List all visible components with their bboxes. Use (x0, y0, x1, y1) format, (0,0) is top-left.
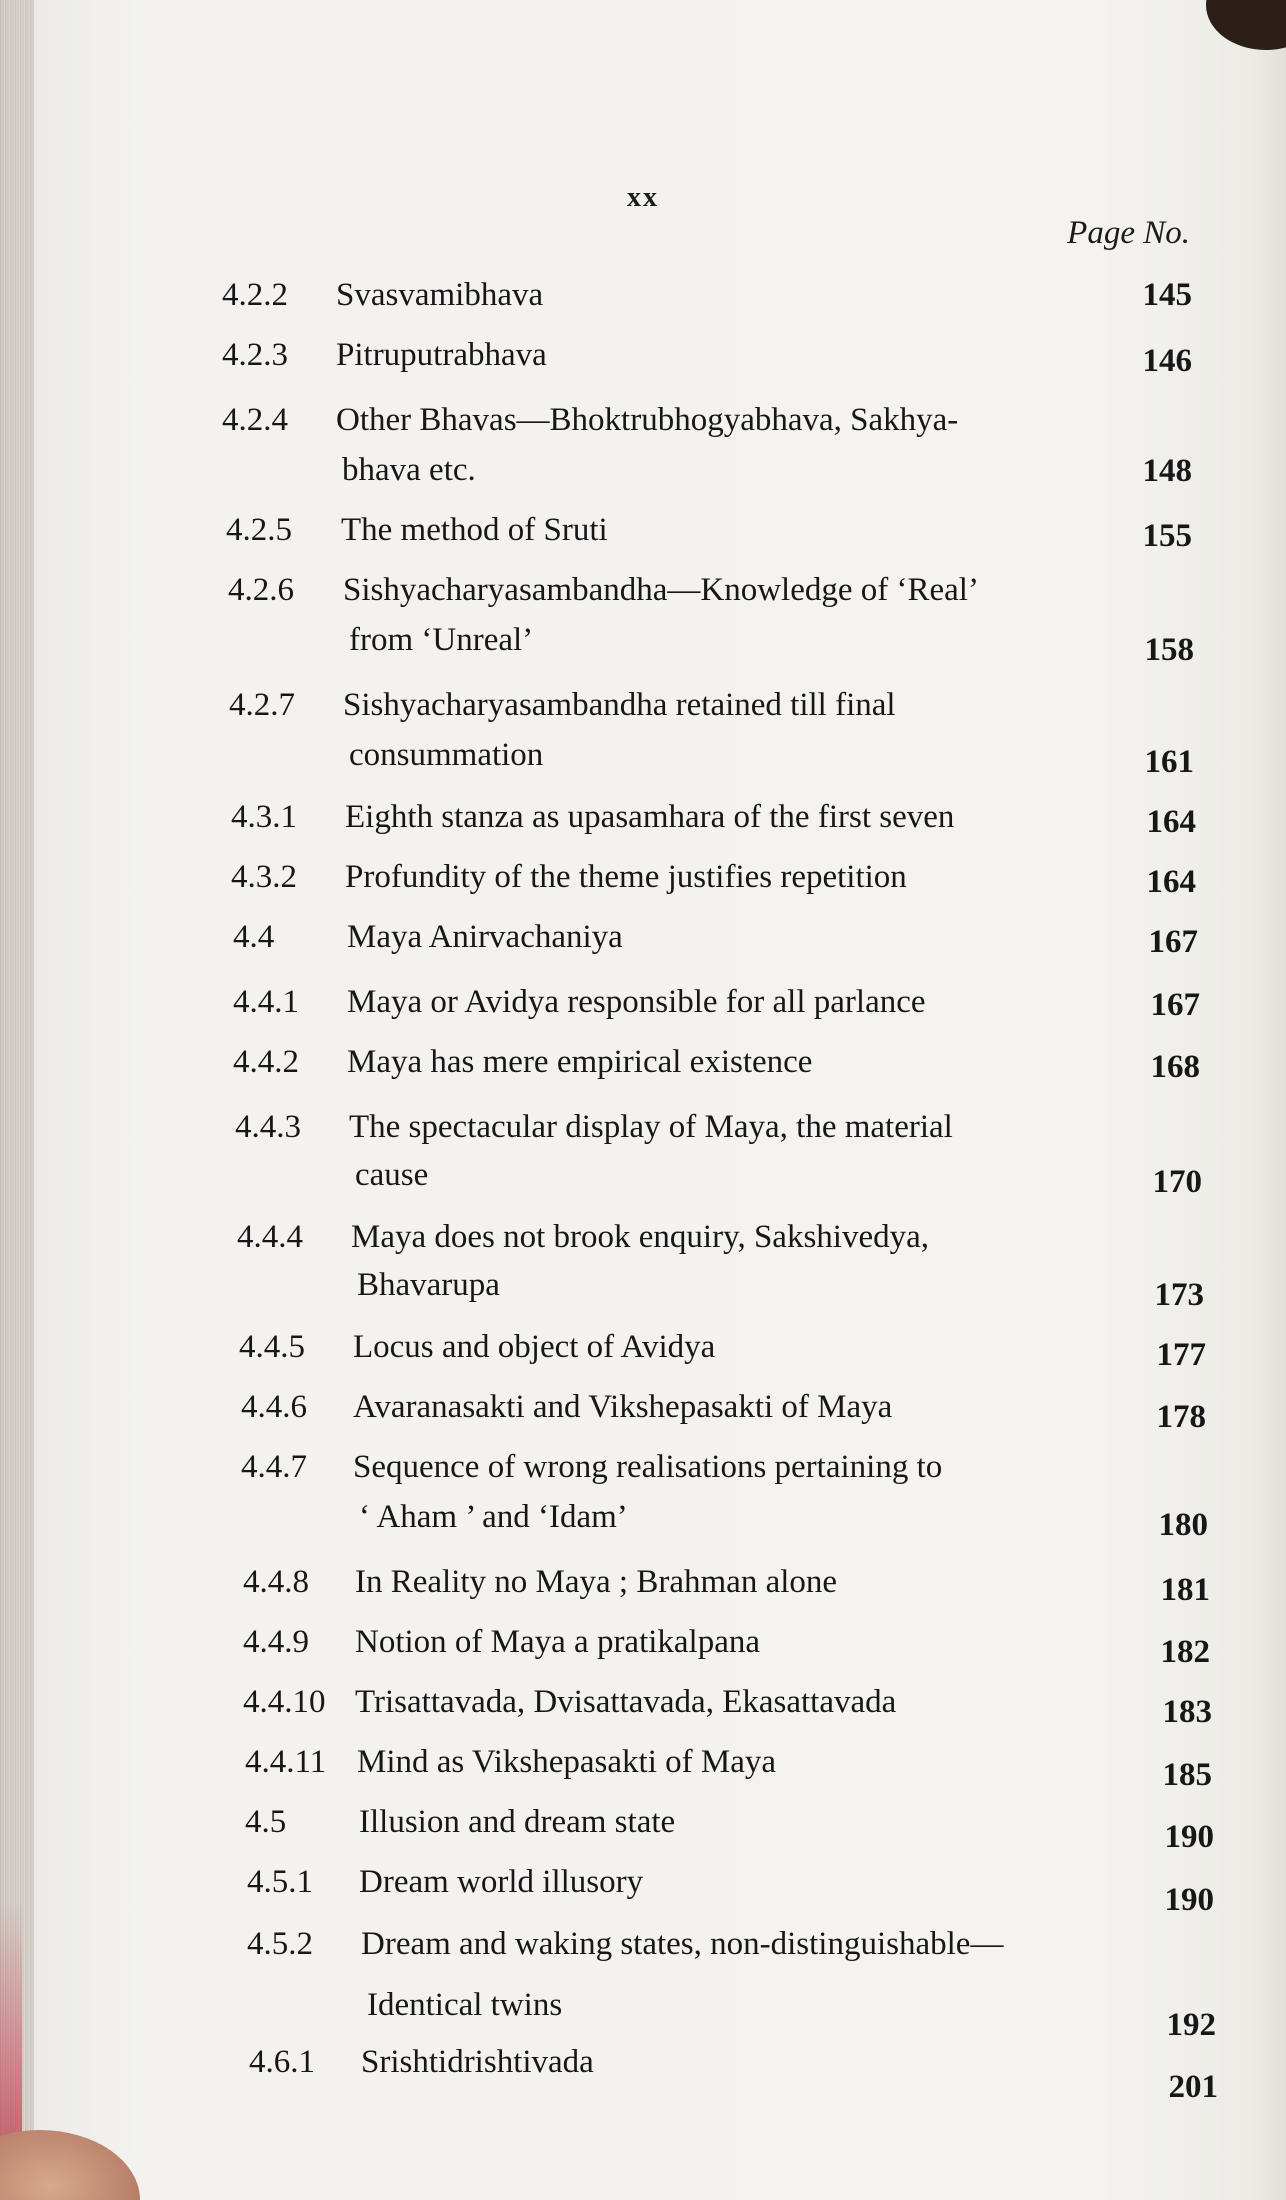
toc-entry-title: Dream and waking states, non-distinguishable— (361, 1926, 1004, 1962)
toc-entry-title: Profundity of the theme justifies repetition (345, 859, 907, 895)
toc-entry-title: Sequence of wrong realisations pertaining to (353, 1449, 943, 1485)
toc-entry-page: 146 (1142, 343, 1192, 379)
toc-entry-title: Sishyacharyasambandha—Knowledge of ‘Real’ (343, 572, 979, 608)
toc-entry-number: 4.2.3 (222, 337, 288, 373)
toc-entry-number: 4.4.5 (239, 1329, 305, 1365)
toc-entry-page: 180 (1158, 1507, 1208, 1543)
toc-entry-page: 168 (1150, 1049, 1200, 1085)
toc-entry-number: 4.5.1 (247, 1864, 313, 1900)
toc-entry-number: 4.2.7 (229, 687, 295, 723)
toc-entry-number: 4.2.2 (222, 277, 288, 313)
toc-entry-title: Maya Anirvachaniya (347, 919, 623, 955)
toc-entry-number: 4.3.2 (231, 859, 297, 895)
toc-entry-number: 4.3.1 (231, 799, 297, 835)
toc-entry-number: 4.5.2 (247, 1926, 313, 1962)
toc-entry-page: 190 (1164, 1882, 1214, 1918)
toc-entry-number: 4.4.1 (233, 984, 299, 1020)
toc-entry-page: 177 (1156, 1337, 1206, 1373)
toc-entry-page: 181 (1160, 1572, 1210, 1608)
toc-entry-title: Trisattavada, Dvisattavada, Ekasattavada (355, 1684, 897, 1720)
toc-entry-page: 182 (1160, 1634, 1210, 1670)
toc-entry-title: Dream world illusory (359, 1864, 644, 1900)
page-no-column-label: Page No. (1067, 215, 1190, 251)
toc-entry-title-continued: Identical twins (367, 1987, 563, 2023)
toc-entry-number: 4.6.1 (249, 2044, 315, 2080)
toc-entry-number: 4.5 (245, 1804, 287, 1840)
toc-entry-page: 164 (1146, 804, 1196, 840)
toc-entry-page: 173 (1154, 1277, 1204, 1313)
toc-entry-title: Maya has mere empirical existence (347, 1044, 813, 1080)
toc-entry-number: 4.4.6 (241, 1389, 307, 1425)
toc-entry-page: 167 (1150, 987, 1200, 1023)
toc-entry-title: Illusion and dream state (359, 1804, 676, 1840)
toc-entry-number: 4.4.10 (243, 1684, 326, 1720)
toc-entry-title: Notion of Maya a pratikalpana (355, 1624, 761, 1660)
toc-entry-page: 170 (1152, 1164, 1202, 1200)
toc-entry-number: 4.4.2 (233, 1044, 299, 1080)
toc-entry-title: The spectacular display of Maya, the material (349, 1109, 953, 1145)
toc-entry-page: 167 (1148, 924, 1198, 960)
toc-entry-title: The method of Sruti (341, 512, 608, 548)
toc-entry-title: In Reality no Maya ; Brahman alone (355, 1564, 838, 1600)
toc-entry-number: 4.4.11 (245, 1744, 327, 1780)
toc-entry-number: 4.4.7 (241, 1449, 307, 1485)
toc-entry-title: Sishyacharyasambandha retained till final (343, 687, 896, 723)
toc-entry-number: 4.2.4 (222, 402, 288, 438)
page-number-roman: xx (627, 182, 659, 213)
toc-entry-title: Eighth stanza as upasamhara of the first seven (345, 799, 955, 835)
toc-entry-page: 158 (1144, 632, 1194, 668)
toc-entry-title: Pitruputrabhava (336, 337, 547, 373)
toc-entry-title-continued: bhava etc. (342, 452, 476, 488)
toc-entry-title-continued: cause (355, 1157, 429, 1193)
toc-entry-title: Maya or Avidya responsible for all parlance (347, 984, 926, 1020)
toc-entry-title-continued: from ‘Unreal’ (349, 622, 534, 658)
toc-entry-title-continued: consummation (349, 737, 544, 773)
toc-entry-title: Maya does not brook enquiry, Sakshivedya, (351, 1219, 929, 1255)
toc-entry-number: 4.4.3 (235, 1109, 301, 1145)
toc-entry-title: Other Bhavas—Bhoktrubhogyabhava, Sakhya- (336, 402, 959, 438)
toc-entry-title: Srishtidrishtivada (361, 2044, 594, 2080)
toc-entry-page: 155 (1142, 518, 1192, 554)
toc-entry-page: 145 (1142, 277, 1192, 313)
toc-entry-title: Mind as Vikshepasakti of Maya (357, 1744, 777, 1780)
toc-entry-page: 148 (1142, 453, 1192, 489)
toc-entry-title: Locus and object of Avidya (353, 1329, 716, 1365)
toc-entry-page: 201 (1168, 2069, 1218, 2105)
toc-entry-title: Avaranasakti and Vikshepasakti of Maya (353, 1389, 893, 1425)
toc-entry-page: 161 (1144, 744, 1194, 780)
toc-entry-page: 192 (1166, 2007, 1216, 2043)
toc-entry-page: 178 (1156, 1399, 1206, 1435)
toc-entry-number: 4.4.8 (243, 1564, 309, 1600)
toc-entry-page: 164 (1146, 864, 1196, 900)
toc-entry-number: 4.4 (233, 919, 275, 955)
toc-entry-number: 4.4.9 (243, 1624, 309, 1660)
toc-entry-number: 4.4.4 (237, 1219, 303, 1255)
toc-entry-title-continued: Bhavarupa (357, 1267, 500, 1303)
toc-entry-title: Svasvamibhava (336, 277, 544, 313)
toc-entry-title-continued: ‘ Aham ’ and ‘Idam’ (359, 1499, 628, 1535)
toc-entry-number: 4.2.6 (228, 572, 294, 608)
toc-entry-page: 190 (1164, 1819, 1214, 1855)
toc-entry-page: 183 (1162, 1694, 1212, 1730)
toc-entry-page: 185 (1162, 1757, 1212, 1793)
toc-entry-number: 4.2.5 (226, 512, 292, 548)
